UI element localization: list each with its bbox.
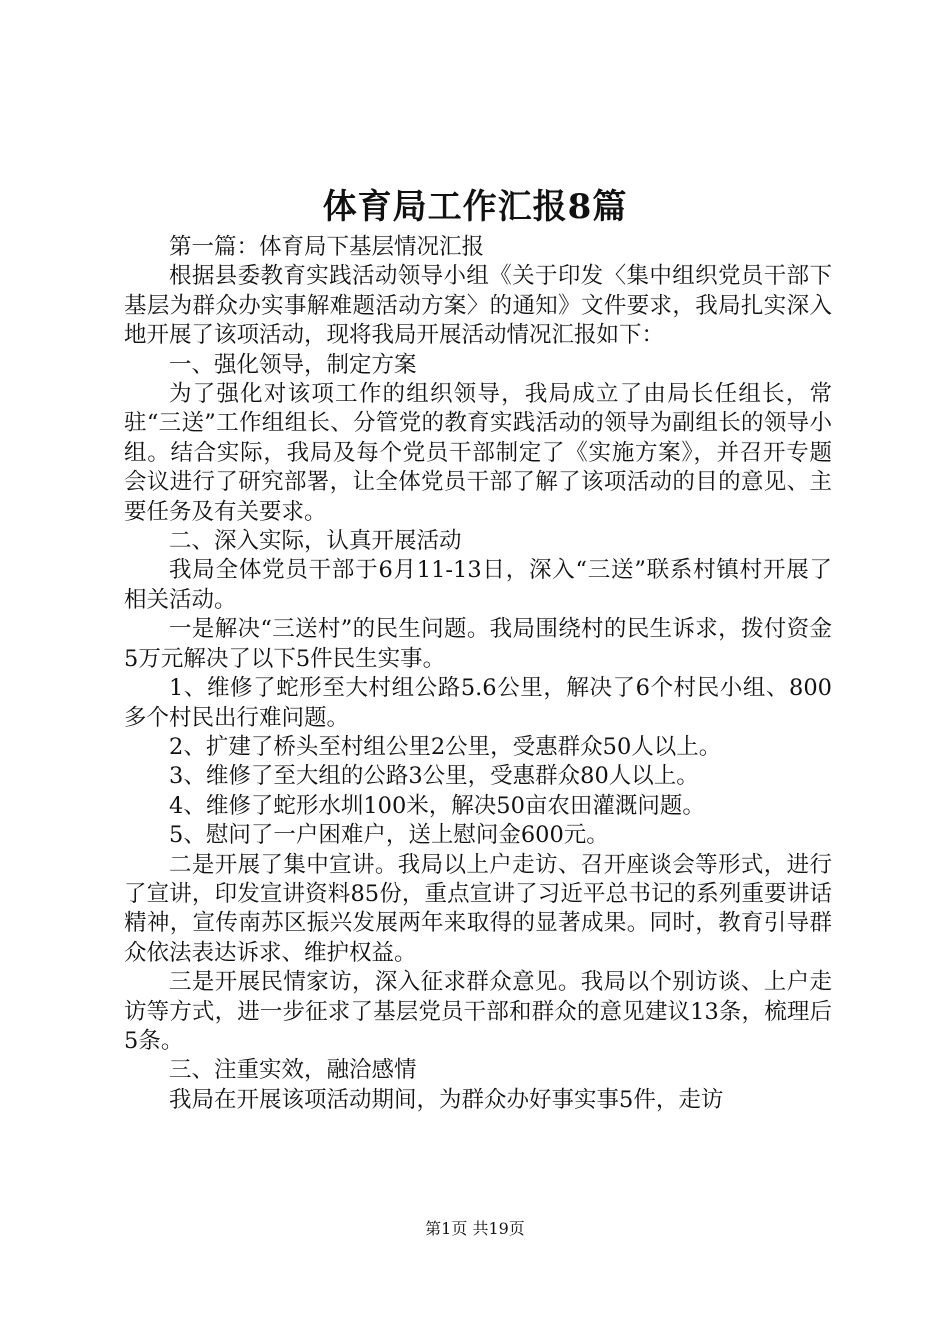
paragraph: 我局在开展该项活动期间，为群众办好事实事5件，走访 xyxy=(169,1086,724,1113)
document-title: 体育局工作汇报8篇 xyxy=(322,187,628,227)
paragraph: 二、深入实际，认真开展活动 xyxy=(169,528,462,555)
paragraph: 一、强化领导，制定方案 xyxy=(169,351,417,378)
paragraph: 1、维修了蛇形至大村组公路5.6公里，解决了6个村民小组、800多个村民出行难问题。 xyxy=(124,675,832,731)
paragraph: 第一篇：体育局下基层情况汇报 xyxy=(169,234,485,260)
paragraph: 三、注重实效，融洽感情 xyxy=(169,1057,417,1084)
paragraph: 4、维修了蛇形水圳100米，解决50亩农田灌溉问题。 xyxy=(169,792,705,819)
page-number-footer: 第1页 共19页 xyxy=(425,1219,525,1238)
document-body xyxy=(124,233,832,1115)
paragraph: 一是解决“三送村”的民生问题。我局围绕村的民生诉求，拨付资金5万元解决了以下5件民生实事。 xyxy=(124,616,832,672)
paragraph: 3、维修了至大组的公路3公里，受惠群众80人以上。 xyxy=(169,763,699,790)
paragraph: 三是开展民情家访，深入征求群众意见。我局以个别访谈、上户走访等方式，进一步征求了基层党员干部和群众的意见建议13条，梳理后5条。 xyxy=(124,969,832,1054)
paragraph: 根据县委教育实践活动领导小组《关于印发〈集中组织党员干部下基层为群众办实事解难题活动方案〉的通知》文件要求，我局扎实深入地开展了该项活动，现将我局开展活动情况汇报如下： xyxy=(124,263,832,349)
paragraph: 2、扩建了桥头至村组公里2公里，受惠群众50人以上。 xyxy=(169,733,722,760)
paragraph: 二是开展了集中宣讲。我局以上户走访、召开座谈会等形式，进行了宣讲，印发宣讲资料85份，重点宣讲了习近平总书记的系列重要讲话精神，宣传南苏区振兴发展两年来取得的显著成果。同时，教育引导群众依法表达诉求、维护权益。 xyxy=(124,851,832,966)
paragraph: 为了强化对该项工作的组织领导，我局成立了由局长任组长，常驻“三送”工作组组长、分管党的教育实践活动的领导为副组长的领导小组。结合实际，我局及每个党员干部制定了《实施方案》，并召开专题会议进行了研究部署，让全体党员干部了解了该项活动的目的意见、主要任务及有关要求。 xyxy=(124,381,832,525)
paragraph: 5、慰问了一户困难户，送上慰问金600元。 xyxy=(169,822,609,849)
paragraph: 我局全体党员干部于6月11-13日，深入“三送”联系村镇村开展了相关活动。 xyxy=(124,557,832,613)
